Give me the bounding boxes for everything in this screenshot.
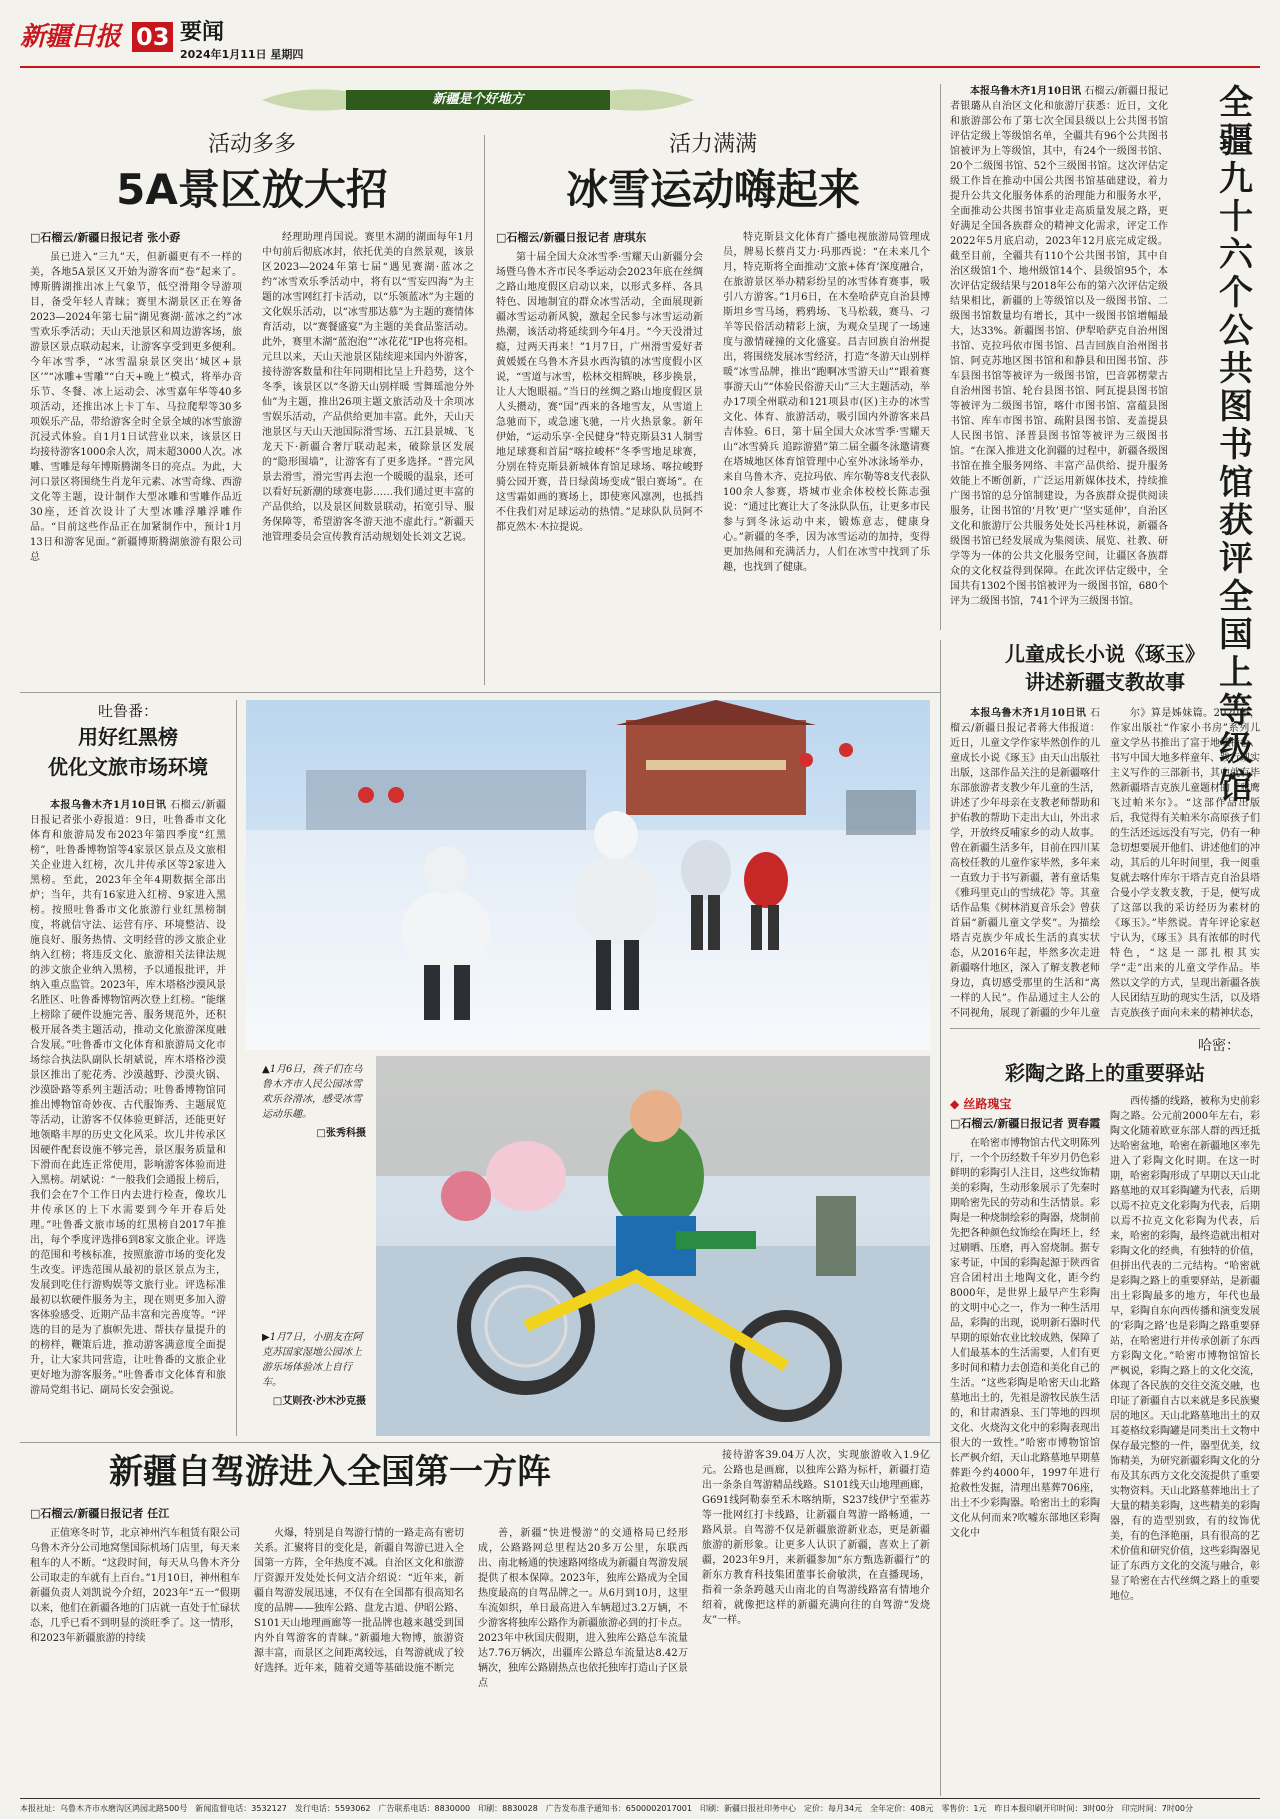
section-name: 要闻	[180, 20, 225, 45]
section-rule	[20, 1442, 940, 1443]
column-rule	[940, 84, 941, 630]
article-lead: 本报乌鲁木齐1月10日讯	[50, 800, 167, 811]
article-byline: □石榴云/新疆日报记者 唐琪东	[496, 231, 647, 244]
caption-text: ▲1月6日，孩子们在乌鲁木齐市人民公园冰雪欢乐谷滑冰，感受冰雪运动乐趣。	[262, 1064, 363, 1120]
article-kicker: 活动多多	[207, 132, 296, 157]
banner-label: 新疆是个好地方	[432, 92, 524, 107]
photo-ice-skating	[246, 700, 930, 1050]
article-kicker: 哈密：	[1198, 1038, 1240, 1054]
article-children-novel	[950, 640, 1260, 1020]
article-ice-sports	[496, 130, 930, 680]
article-col-4: 接待游客39.04万人次，实现旅游收入1.9亿元。公路也是画廊，以独库公路为标杆，新疆打造出一条条自驾游精品线路。S101线天山地理画廊，G691线阿勒泰至禾木喀纳斯，S237线伊宁至霍苏等一批网红打卡线路，让新疆自驾游一路畅通，一路风景。自驾游不仅是新疆旅游新业态，更是新疆旅游的新形象。让更多人认识了新疆，喜欢上了新疆，2023年9月，来新疆参加“东方甄选新疆行”的新东方教育科技集团董事长俞敏洪，在直播现场，指着一条条跨越天山南北的自驾游线路富有情地介绍着，就像把这样的新疆充满向往的自驾游“发烧友”一样。	[702, 1450, 930, 1626]
page-footer: 本报社址：乌鲁木齐市水磨沟区鸿园北路500号 新闻监督电话：3532127 发行电话：5593062 广告联系电话：8830000 印刷：8830028 广告发布准予通知书：6500002017001 印刷：新疆日报社印务中心 定价：每月34元 全年定价：408元 零售价：1元 昨日本报印刷开印时间：3时00分 印完时间：7时00分	[20, 1804, 1194, 1813]
photo-credit: □艾则孜·沙木沙克摄	[272, 1396, 366, 1407]
article-self-drive	[30, 1448, 930, 1794]
masthead-rule	[20, 66, 1260, 68]
column-label: ◆ 丝路瑰宝	[950, 1097, 1012, 1111]
column-label-icon: ◆	[950, 1097, 960, 1111]
article-col-1: 本报乌鲁木齐1月10日讯 石榴云/新疆日报记者蒋大伟报道：近日，儿童文学作家毕然创作的儿童成长小说《琢玉》由天山出版社出版，这部作品关注的是新疆喀什东部旅游者支教少年儿童的生活，讲述了少年母亲在支教老师帮助和护佑教的帮助下走出大山，外出求学，开放终反哺家乡的动人故事。曾在新疆生活多年，目前在四川某高校任教的儿童作家毕然，多年来一直致力于书写新疆，著有童话集《雅玛里克山的雪绒花》等。其童话作品集《树林消夏音乐会》曾获首届“新疆儿童文学奖”。为描绘塔吉克族少年成长生活的真实状态，从2016年起，毕然多次走进新疆喀什地区，深入了解支教老师身边，真切感受那里的生活和“离一样的人民”。作品通过主人公的不同视角，展现了新疆的少年儿童	[950, 708, 1100, 1019]
section-rule	[950, 1028, 1260, 1029]
article-col-1: 正值寒冬时节，北京神州汽车租赁有限公司乌鲁木齐分公司地窝堡国际机场门店里，每天来租车的人不断。“这段时间，每天从乌鲁木齐分公司取走的车就有上百台。”1月10日，神州租车新疆负责人刘凯说今介绍，2023年“五一”假期以来，他们在新疆各地的门店就一直处于忙碌状态，几乎已看不到明显的淡旺季了。这一情形，和2023年新疆旅游的持续	[30, 1528, 240, 1644]
article-headline: 5A景区放大招	[116, 165, 388, 214]
column-rule	[940, 640, 941, 1796]
article-headline: 儿童成长小说《琢玉》 讲述新疆支教故事	[1005, 642, 1205, 694]
column-rule	[484, 135, 485, 685]
article-headline: 新疆自驾游进入全国第一方阵	[109, 1452, 551, 1492]
newspaper-logo: 新疆日报	[20, 22, 121, 52]
photo-credit: □张秀科摄	[316, 1128, 366, 1139]
photo-caption-2	[262, 1330, 366, 1440]
article-col-2: 尔》算是姊妹篇。2020年，作家出版社“作家小书房”系列儿童文学丛书推出了富于地域特色、书写中国大地多样童年、践行现实主义写作的三部新书，其中就有毕然新疆塔吉克族儿童题材的《雅鹰飞过帕米尔》。“这部作品出版后，我觉得有关帕米尔高原孩子们的生活还远远没有写完，仍有一种急切想要展开他们、讲述他们的冲动，其后的儿年时间里，我一阅重复就去喀什库尔干塔吉克自治县塔合曼小学支教支教，于是，便写成了这部以我的采访经历为素材的《琢玉》。”毕然说。青年评论家赵宁认为，《琢玉》具有浓郁的时代特色，“这是一部扎根其实学“走”出来的儿童文学作品。毕然以文学的方式，呈现出新疆各族人民团结互助的现实生活，以及塔吉克族孩子面向未来的精神状态，	[1110, 708, 1260, 1019]
article-byline: □石榴云/新疆日报记者 贾春霞	[950, 1117, 1101, 1130]
article-5a-scenic	[30, 130, 474, 680]
banner	[262, 84, 694, 116]
article-col-3: 善，新疆“快进慢游”的交通格局已经形成，公路路网总里程达20多万公里，东联西出、南北畅通的快速路网络成为新疆自驾游发展提供了根本保障。2023年，独库公路成为全国热度最高的自驾品牌之一。从6月到10月，这里车流如织，单日最高进入车辆超过3.2万辆，不少游客将独库公路作为新疆旅游必到的打卡点。2023年中秋国庆假期，进入独库公路总车流量达7.76万辆次，出疆库公路总车流量达8.42万辆次，独库公路剧热点也依托独库打造山子区景点	[478, 1528, 688, 1689]
article-col-2: 火爆，特别是自驾游行情的一路走高有密切关系。汇聚将目的变化是，新疆自驾游已进入全国第一方阵，全年热度不减。自治区文化和旅游厅资源开发处处长何文洁介绍说：“近年来，新疆自驾游发展迅速，不仅有在全国都有很高知名度的品牌——独库公路、盘龙古道、伊昭公路、S101天山地理画廊等一批品牌也越来越受到国内外自驾游客的青睐。”新疆地大物博，旅游资源丰富，而景区之间距离较远，自驾游就成了较好选择。近年来，随着交通等基础设施不断完	[254, 1528, 464, 1674]
article-hami	[950, 1036, 1260, 1796]
article-col-2: 经理助理肖国说。赛里木湖的湖面每年1月中旬前后彻底冰封，依托优美的自然景观，该景区2023—2024年第七届“遇见赛湖·蓝冰之约”冰雪欢乐季活动中，将有以“雪妄四海”为主题的冰雪网红打卡活动，以“乐领蓝冰”为主题的文化娱乐活动，以“冰雪那达慕”为主题的赛情体育活动，以“赛餐盛宴”为主题的美食品鉴活动。此外，赛里木湖“蓝泡泡”“冰花花”IP也将亮相。元旦以来，天山天池景区陆续迎来国内外游客，接待游客数量和往年同期相比呈上升趋势，这个冬季，该景区以“冬游天山别样暖 雪舞瑶池分外仙”为主题，推出26项主题文旅活动及十余项冰雪娱乐活动，产品供给更加丰富。此外，天山天池景区与天山天池国际滑雪场、五江县景城、飞龙天下·新疆合奢厅联动起来，破除景区发展的“隐形围墙”，让游客有了更多选择。“普完风景去滑雪，滑完雪再去泡一个暖暖的温泉，还可以看好玩新潮的球赛电影……我们通过更丰富的产品供给，以及景区间数景联动，拓宽引导、服务保障等，希望游客冬游天池不虚此行。”新疆天池管理委员会宣传教育活动规划处长刘文艺说。	[262, 232, 474, 543]
masthead	[20, 20, 1260, 70]
article-kicker: 吐鲁番：	[97, 702, 158, 720]
footer-rule	[20, 1798, 1260, 1799]
photo-ice-bike	[376, 1056, 930, 1436]
article-byline: □石榴云/新疆日报记者 任江	[30, 1507, 170, 1520]
column-rule	[236, 700, 237, 1436]
article-headline: 彩陶之路上的重要驿站	[1005, 1061, 1205, 1085]
photo-caption-1	[262, 1062, 366, 1212]
article-col-2: 西传播的线路，被称为史前彩陶之路。公元前2000年左右，彩陶文化随着欧亚东部人群的西迁抵达哈密盆地，哈密在新疆地区率先进入了彩陶文化时期。在这一时期，哈密彩陶形成了早期以天山北路墓地的双耳彩陶罐为代表，后期以焉不拉克文化彩陶为代表，后期以焉不拉克文化彩陶为代表，后来，哈密的彩陶，最终造就出相对彩陶文化的经典，有独特的价值，但拼出代表的二元结构。“哈密就是彩陶之路上的重要驿站，是新疆出土彩陶最多的地方，年代也最早，彩陶自东向西传播和演变发展的‘彩陶之路’也是彩陶之路重要驿站，在哈密进行并传承创新了东西方彩陶文化。”哈密市博物馆馆长严枫说，彩陶之路上的文化交流，体现了各民族的交往交流交融，也印证了新疆自古以来就是多民族聚居的地区。天山北路墓地出土的双耳菱格纹彩陶罐是同类出土文物中保存最完整的一件，器型优美，纹饰精美，为研究新疆彩陶文化的分布及其东西方文化交流提供了重要实物资料。天山北路墓葬地出土了大量的精美彩陶，这些精美的彩陶器，有的造型别致，有的纹饰优美，有的色泽艳丽，具有很高的艺术价值和研究价值，这些彩陶器见证了东西方文化的交流与融合，彰显了哈密在古代丝绸之路上的重要地位。	[1110, 1096, 1260, 1602]
article-byline: □石榴云/新疆日报记者 张小孬	[30, 231, 181, 244]
article-lead: 本报乌鲁木齐1月10日讯	[970, 86, 1082, 97]
article-vertical-headline: 全疆九十六个公共图书馆获评全国上等级馆	[1219, 83, 1253, 807]
article-kicker: 活力满满	[668, 132, 757, 157]
article-lead: 本报乌鲁木齐1月10日讯	[970, 708, 1087, 719]
article-col-2: 特克斯县文化体育广播电视旅游局管理成员，牌易长蔡肖艾力·玛那西说：“在未来几个月，特克斯将全面推动‘文旅+体育’深度融合，在旅游景区举办精彩纷呈的冰雪体育赛事，吸引八方游客。”1月6日，在木垒哈萨克自治县博斯坦乡雪马场，鸦鸦场、飞马松载，赛马、刁羊等民俗活动精彩上演，为观众呈现了一场速度与激情碰撞的文化盛宴。昌吉回族自治州提出，将围绕发展冰雪经济，打造“冬游天山别样暖”冰雪品牌，推出“跑啊冰雪游天山”“跟着赛事游天山”“体验民俗游天山”三大主题活动，举办17项全州联动和121项县市(区)主办的冰雪文化、体育、旅游活动，吸引国内外游客来昌吉体验。6日，第十届全国大众冰雪季·雪耀天山“冰雪骑兵 追踪游猎”第二届全疆冬泳邀请赛在塔城地区体育馆管理中心室外冰泳场举办，来自乌鲁木齐、克拉玛依、库尔勒等8支代表队100余人参赛，塔城市业余体校校长陈志强说：“通过比赛让大了冬泳队队伍，让更多市民参与到冬泳运动中来，锻炼意志，健康身心。”新疆的冬季，因为冰雪运动的加持，变得更加热闹和充满活力，人们在冰雪中找到了乐趣，也找到了健康。	[723, 232, 930, 573]
article-body: 石榴云/新疆日报记者银璐从自治区文化和旅游厅获悉：近日，文化和旅游部公布了第七次全国县级以上公共图书馆评估定级上等级馆名单，全疆共有96个公共图书馆被评为上等级馆，其中，有24个一级图书馆、20个二级图书馆、52个三级图书馆。这次评估定级工作旨在推动中国公共图书馆基础建设，着力提升公共文化服务体系的治理能力和服务水平，全面推动公共图书馆事业走高质量发展之路，更好满足全国各族群众的精神文化需求，评定工作2022年5月底启动，2023年12月底完成定级。截至目前，全疆共有110个公共图书馆，其中自治区级馆1个、地州级馆14个、县级馆95个，本次评估定级结果与2018年公布的第六次评估定级结果相比，新疆的上等级馆以及一级图书馆、二级图书馆数量均有增长，其中一级图书馆增幅最大，达33%。新疆图书馆、伊犁哈萨克自治州图书馆、克拉玛依市图书馆、昌吉回族自治州图书馆、阿克苏地区图书馆和和静县和田图书馆、莎车县图书馆等被评为一级图书馆，巴音郭楞蒙古自治州图书馆、轮台县图书馆、阿瓦提县图书馆等被评为二级图书馆，喀什市图书馆、富蕴县图书馆、库车市图书馆、疏附县图书馆、麦盖提县人民图书馆、泽普县图书馆等被评为三级图书馆。“在深入推进文化润疆的过程中，新疆各级图书馆在推全服务网络、丰富产品供给、提升服务效能上不断创新，广泛运用新媒体技术，持续推广图书馆的总分馆制建设，为各族群众提供阅读服务，让图书馆的‘月牧’更广‘坚实延伸’，自治区文化和旅游厅公共服务处处长冯桂林说，新疆各级图书馆已经发展成为集阅读、展览、社教、研学等为一体的公共文化服务空间，让疆区各族群众的文化权益得到保障。在此次评估定级中，全国共有1302个图书馆被评为一级图书馆，680个评为二级图书馆，741个评为三级图书馆。	[950, 86, 1168, 607]
article-col-1: 在哈密市博物馆古代文明陈列厅，一个个历经数千年岁月仍色彩鲜明的彩陶引人注目，这些纹饰精美的彩陶，生动形象展示了先秦时期哈密先民的劳动和生活情景。彩陶是一种烧制绘彩的陶器，烧制前先把各种颜色纹饰绘在陶坯上，经过刷晒、压磨，再入窑烧制。据专家考证，中国的彩陶起源于陕西省宫合团村出土地陶文化，距今约8000年，是世界上最早产生彩陶的文明中心之一，作为一种生活用品，彩陶的出现，说明新石器时代早期的原始农业比较成熟，保障了人们最基本的生活需要，人们有更多时间和精力去创造和美化自己的生活。“这些彩陶是哈密天山北路墓地出土的，先祖是游牧民族生活的，和甘肃酒泉、玉门等地的四坝文化、火烧沟文化中的彩陶表现出很大的一致性。”哈密市博物馆馆长严枫介绍，天山北路墓地早期墓葬距今约4000年，1997年进行抢救性发掘，清理出墓葬706座，出土不少彩陶器。哈密出土的彩陶文化从何而来?吹嘘东部地区彩陶文化中	[950, 1138, 1100, 1539]
article-headline: 冰雪运动嗨起来	[565, 165, 860, 214]
page-number: 03	[132, 22, 173, 52]
skating-scene-image	[246, 700, 930, 1050]
article-col-1: 虽已进入“三九”天，但新疆更有不一样的美，各地5A景区又开始为游客而“卷”起来了。博斯腾湖推出冰上气象节，低空滑翔令导游项目，备受年轻人青睐；赛里木湖景区正在筹备2023—2024年第七届“湖见赛湖·蓝冰之约”冰雪欢乐季活动；天山天池景区和周边游客场，旅游景区景点联动起来，让游客享受到更多便利。今年冰雪季，“冰雪温泉景区突出‘城区+景区’”“冰雕+雪雕”“白天+晚上”模式，将举办音乐节、冬餐、冰上运动会、冰雪嘉年华等40多项活动，还推出冰上卡丁车、马拉爬犁等30多项娱乐产品，带给游客全时全景全域的冰雪旅游沉浸式体验。自1月1日试营业以来，该景区日均接待游客1000余人次，周末超3000人次。冰雕、雪雕是每年博斯腾湖冬日的亮点。为此，大河口景区将围绕生肖龙年元素、冰雪奇缘、西游文化等主题，设计制作大型冰雕和雪雕作品近30座，还首次设计了大型冰雕浮雕浮雕作品。“目前这些作品正在加紧制作中，预计1月13日和游客见面。”新疆博斯腾湖旅游有限公司总	[30, 252, 242, 563]
ice-bike-scene-image	[376, 1056, 930, 1436]
article-col-1	[950, 84, 1168, 630]
article-headline: 用好红黑榜 优化文旅市场环境	[48, 725, 208, 779]
section-rule	[20, 692, 940, 693]
article-col-1: 第十届全国大众冰雪季·雪耀天山新疆分会场暨乌鲁木齐市民冬季运动会2023年底在丝绸之路山地度假区启动以来，以形式多样、各具特色、因地制宜的群众冰雪活动，全面展现新疆冰雪运动新风貌，激起全民参与冰雪运动新热潮，该活动将延续到今年4月。“今天没滑过瘾，过两天再来！”1月7日，广州滑雪爱好者黄媛媛在乌鲁木齐县水西沟镇的冰雪度假小区说，“雪道与冰雪，松林交相辉映，移步换景，让人大饱眼福。”当日的丝绸之路山地度假区景人头攒动，赛“国”西来的各地雪友，从雪道上急驰而下，或急速飞驰，一片火热景象。新年伊始，“运动乐享·全民健身”特克斯县31人制雪地足球赛和首届“喀拉峻杯”冬季雪地足球赛，分别在特克斯县新城体育馆足球场、喀拉峻野骑公园开赛，昔日绿茵场变成“银白赛场”。在这雪霜如画的赛场上，即使寒风凛冽，也抵挡不住我们对足球运动的热情。”足球队队员阿不都克然木·木拉提说。	[496, 252, 703, 533]
article-body: 本报乌鲁木齐1月10日讯 石榴云/新疆日报记者张小孬报道：9日，吐鲁番市文化体育和旅游局发布2023年第四季度“红黑榜”，吐鲁番博物馆等4家景区景点及文旅相关企业进入红榜，次儿井传承区等2家进入黑榜。至此，2023年全年4期数据全部出炉；当年，共有16家进入红榜、9家进入黑榜。按照吐鲁番市文化旅游行业红黑榜制度，将就信守法、运营有序、环境整洁、设施良好、服务热情、文明经营的涉文旅企业纳入红榜；将违反文化、旅游相关法律法规的涉文旅企业纳入黑榜，予以通报批评，并纳入重点监管。2023年，库木塔格沙漠风景名胜区、吐鲁番博物馆两次登上红榜。“能继上榜除了硬件设施完善、服务规范外，还积极开展各类主题活动，推动文化旅游深度融合发展。”吐鲁番市文化体育和旅游局文化市场综合执法队副队长胡斌说，库木塔格沙漠景区推出了驼花秀、沙漠越野、沙漠火锅、沙漠卧路等系列主题活动；吐鲁番博物馆同推出博物馆奇妙夜、古代服饰秀、主题展览等活动，让游客不仅体验更鲜活，还能更好地领略丰厚的历史文化风采。坎儿井传承区因硬件配套设施不够完善，景区服务质量和下滑而在此连正常使用，影响游客体验而进入黑榜。胡斌说：“一般我们会通报上榜后，我们会在7个工作日内去进行检查，像坎儿井传承区的上下水需要到今年开春后处理。”吐鲁番文旅市场的红黑榜自2017年推出，每个季度评选排6到8家文旅企业。评选的范围和考核标准，按照旅游市场的变化发生改变。评选范围从最初的景区景点为主，发展到吃住行游购娱等文旅行业。评选标准最初以软硬件服务为主，现在则更多加入游客体验感受、近期产品丰富和完善度等。“评选的目的是为了旗帜先进、帮扶存量提升的的榜样，鞭策后进，推动游客满意度全面提升，让大家共同营造，让吐鲁番的文旅企业更好地为游客服务。”吐鲁番市文化体育和旅游局党组书记、副局长安会强说。	[30, 800, 226, 1396]
article-tulufan	[30, 700, 226, 1436]
issue-date: 2024年1月11日 星期四	[180, 48, 304, 61]
caption-text: ▶1月7日，小朋友在阿克苏国家湿地公园冰上游乐场体验冰上自行车。	[262, 1332, 363, 1388]
